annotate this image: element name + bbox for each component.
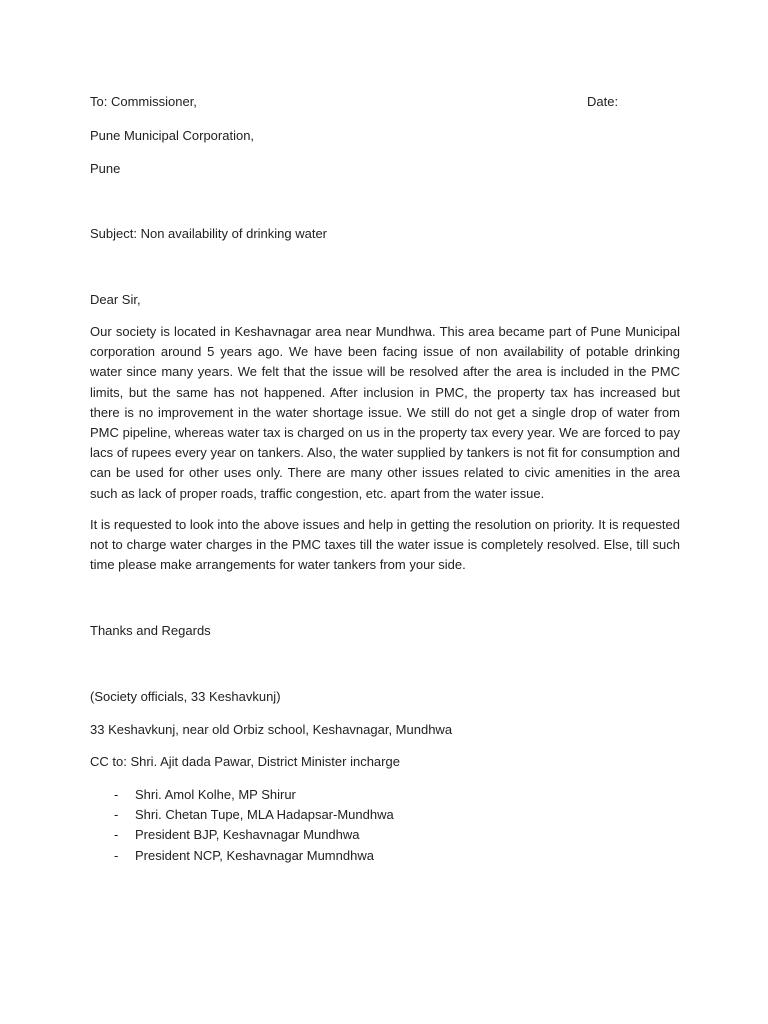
cc-list-item [90, 846, 394, 866]
signatory-line: (Society officials, 33 Keshavkunj) [90, 689, 281, 704]
bullet-dash: - [114, 847, 119, 863]
subject-line: Subject: Non availability of drinking water [90, 226, 328, 241]
cc-line: CC to: Shri. Ajit dada Pawar, District Minister incharge [90, 754, 400, 769]
bullet-dash: - [114, 827, 119, 843]
cc-list-item [90, 785, 394, 805]
bullet-dash: - [114, 807, 119, 823]
city-line: Pune [90, 161, 121, 176]
closing-line: Thanks and Regards [90, 623, 211, 638]
body-paragraph-1: Our society is located in Keshavnagar area near Mundhwa. This area became part of Pune Municipal corporation around 5 years ago. We have been facing issue of non availability of potable drinking water since many years. We felt that the issue will be resolved after the area is included in the PMC limits, but the same has not happened. After inclusion in PMC, the property tax has increased but there is no improvement in the water shortage issue. We still do not get a single drop of water from PMC pipeline, whereas water tax is charged on us in the property tax every year. We are forced to pay lacs of rupees every year on tankers. Also, the water supplied by tankers is not fit for consumption and can be used for other uses only. There are many other issues related to civic amenities in the area such as lack of proper roads, traffic congestion, etc. apart from the water issue. [90, 324, 680, 501]
organization-line: Pune Municipal Corporation, [90, 128, 255, 143]
cc-list-item [90, 805, 394, 825]
body-paragraph-2: It is requested to look into the above issues and help in getting the resolution on priority. It is requested not to charge water charges in the PMC taxes till the water issue is completely resolved. Else, till such time please make arrangements for water tankers from your side. [90, 517, 680, 573]
address-line: 33 Keshavkunj, near old Orbiz school, Keshavnagar, Mundhwa [90, 722, 453, 737]
cc-recipient: President NCP, Keshavnagar Mumndhwa [135, 847, 374, 863]
date-label: Date: [587, 94, 619, 109]
cc-list-item [90, 825, 394, 845]
bullet-dash: - [114, 787, 119, 802]
salutation: Dear Sir, [90, 292, 141, 307]
cc-recipient: Shri. Amol Kolhe, MP Shirur [135, 787, 296, 802]
cc-recipient-list [90, 785, 394, 866]
cc-recipient: President BJP, Keshavnagar Mundhwa [135, 827, 360, 843]
recipient-line: To: Commissioner, [90, 94, 197, 109]
cc-recipient: Shri. Chetan Tupe, MLA Hadapsar-Mundhwa [135, 807, 394, 823]
